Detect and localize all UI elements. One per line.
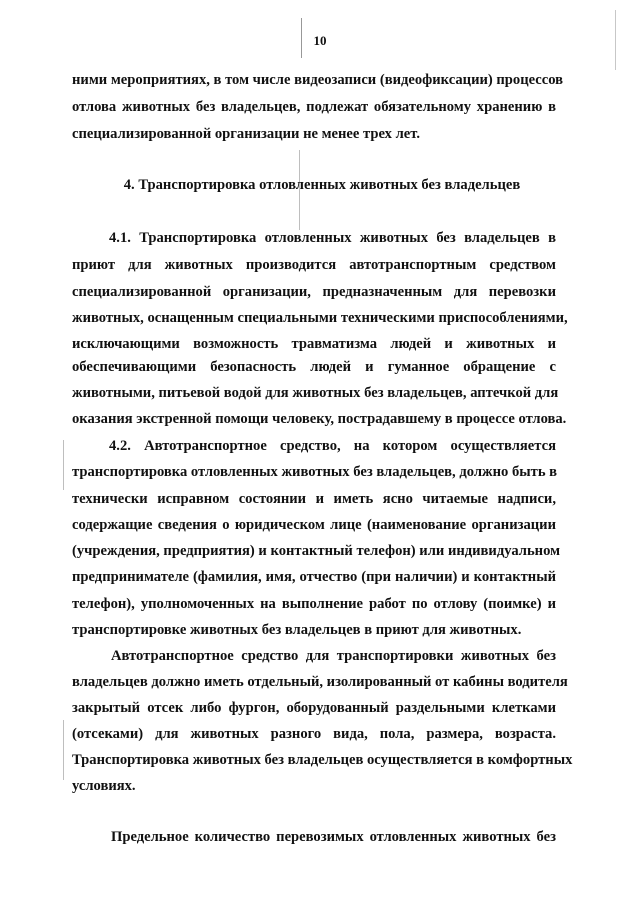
page-number: 10	[313, 33, 327, 48]
paragraph-line: владельцев должно иметь отдельный, изолированный от кабины водителя	[72, 674, 568, 690]
paragraph-line: отлова животных без владельцев, подлежат обязательному хранению в	[72, 99, 556, 115]
paragraph-line: Транспортировка животных без владельцев осуществляется в комфортных	[72, 752, 573, 768]
paragraph-line: предпринимателе (фамилия, имя, отчество (при наличии) и контактный	[72, 569, 556, 585]
scan-artifact-line	[301, 18, 302, 58]
paragraph-line: условиях.	[72, 778, 136, 794]
paragraph-line: транспортировке животных без владельцев в приют для животных.	[72, 622, 522, 638]
section-heading: 4. Транспортировка отловленных животных без владельцев	[123, 177, 521, 193]
paragraph-line: (учреждения, предприятия) и контактный телефон) или индивидуальном	[72, 543, 561, 559]
paragraph-line: содержащие сведения о юридическом лице (наименование организации	[72, 517, 556, 533]
paragraph-line: 4.1. Транспортировка отловленных животных без владельцев в	[109, 230, 556, 246]
scan-artifact-line	[63, 440, 64, 490]
paragraph-line: 4.2. Автотранспортное средство, на котором осуществляется	[109, 438, 556, 454]
paragraph-line: специализированной организации не менее трех лет.	[72, 126, 421, 142]
paragraph-line: закрытый отсек либо фургон, оборудованный раздельными клетками	[72, 700, 556, 716]
paragraph-line: (отсеками) для животных разного вида, пола, размера, возраста.	[72, 726, 556, 742]
scan-artifact-line	[615, 10, 616, 70]
paragraph-line: специализированной организации, предназначенным для перевозки	[72, 284, 556, 300]
paragraph-line: телефон), уполномоченных на выполнение работ по отлову (поимке) и	[72, 596, 556, 612]
paragraph-line: приют для животных производится автотранспортным средством	[72, 257, 556, 273]
paragraph-line: ними мероприятиях, в том числе видеозаписи (видеофиксации) процессов	[72, 72, 564, 88]
paragraph-line: оказания экстренной помощи человеку, пострадавшему в процессе отлова.	[72, 411, 567, 427]
paragraph-line: животных, оснащенным специальными техническими приспособлениями,	[72, 310, 568, 326]
paragraph-line: Предельное количество перевозимых отловленных животных без	[111, 829, 556, 845]
scan-artifact-line	[63, 720, 64, 780]
paragraph-line: исключающими возможность травматизма людей и животных и	[72, 336, 556, 352]
paragraph-line: Автотранспортное средство для транспортировки животных без	[111, 648, 556, 664]
paragraph-line: технически исправном состоянии и иметь ясно читаемые надписи,	[72, 491, 556, 507]
paragraph-line: обеспечивающими безопасность людей и гуманное обращение с	[72, 359, 556, 375]
paragraph-line: животными, питьевой водой для животных без владельцев, аптечкой для	[72, 385, 559, 401]
paragraph-line: транспортировка отловленных животных без владельцев, должно быть в	[72, 464, 558, 480]
scan-artifact-line	[299, 150, 300, 230]
